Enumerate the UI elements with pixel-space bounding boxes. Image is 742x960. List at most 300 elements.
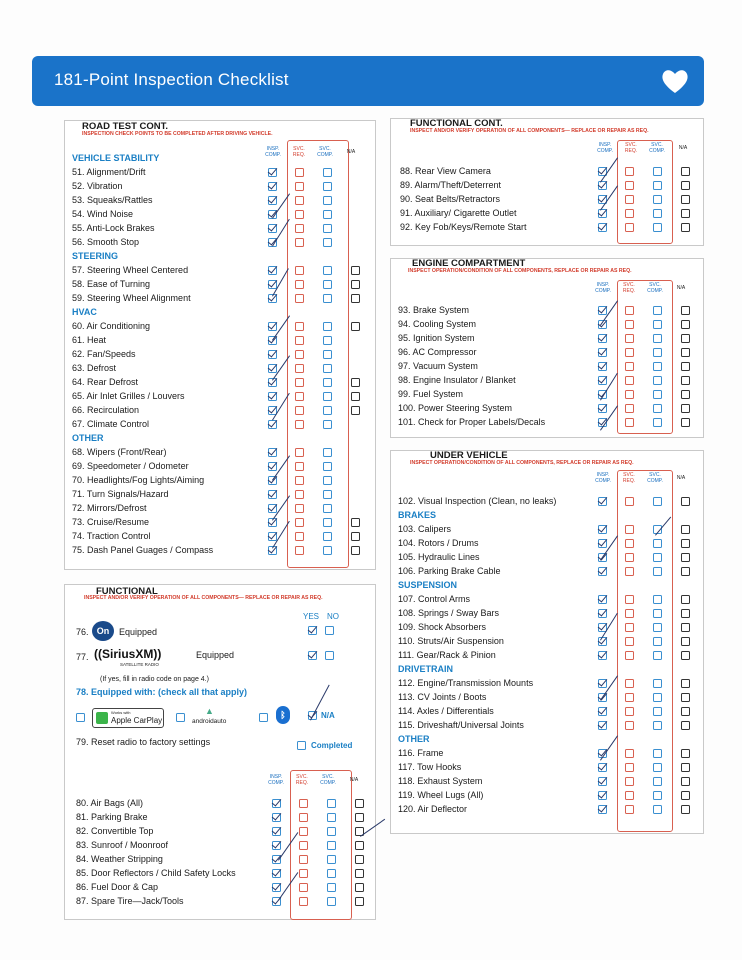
item-76-number: 76.: [76, 627, 89, 637]
insp-comp-checkbox[interactable]: [598, 223, 607, 232]
insp-comp-checkbox[interactable]: [272, 841, 281, 850]
insp-comp-checkbox[interactable]: [598, 497, 607, 506]
svc-comp-checkbox[interactable]: [323, 364, 332, 373]
svc-req-checkbox[interactable]: [299, 883, 308, 892]
svc-comp-checkbox[interactable]: [327, 855, 336, 864]
insp-comp-checkbox[interactable]: [598, 791, 607, 800]
svc-req-checkbox[interactable]: [295, 392, 304, 401]
na-checkbox[interactable]: [681, 376, 690, 385]
svc-req-checkbox[interactable]: [625, 567, 634, 576]
insp-comp-checkbox[interactable]: [598, 539, 607, 548]
checklist-item-label: 115. Driveshaft/Universal Joints: [398, 720, 524, 730]
na-checkbox[interactable]: [681, 749, 690, 758]
svc-comp-checkbox[interactable]: [653, 791, 662, 800]
svc-req-checkbox[interactable]: [625, 497, 634, 506]
item-78-label: 78. Equipped with: (check all that apply): [76, 687, 248, 697]
na-checkbox[interactable]: [681, 791, 690, 800]
insp-comp-checkbox[interactable]: [598, 181, 607, 190]
insp-comp-checkbox[interactable]: [598, 334, 607, 343]
insp-comp-checkbox[interactable]: [272, 799, 281, 808]
insp-comp-checkbox[interactable]: [268, 364, 277, 373]
checklist-item-label: 105. Hydraulic Lines: [398, 552, 480, 562]
na-checkbox[interactable]: [351, 518, 360, 527]
checklist-item-label: 58. Ease of Turning: [72, 279, 151, 289]
item-77-yes-checkbox[interactable]: [308, 651, 317, 660]
svc-req-checkbox[interactable]: [625, 595, 634, 604]
checklist-item-label: 80. Air Bags (All): [76, 798, 144, 808]
svc-req-checkbox[interactable]: [295, 266, 304, 275]
svc-req-checkbox[interactable]: [295, 504, 304, 513]
section-heading: SUSPENSION: [398, 580, 458, 590]
svc-req-checkbox[interactable]: [295, 532, 304, 541]
col-header-insp: INSP. COMP.: [597, 142, 613, 154]
svc-comp-checkbox[interactable]: [327, 827, 336, 836]
checklist-item-label: 113. CV Joints / Boots: [398, 692, 487, 702]
svc-comp-checkbox[interactable]: [323, 546, 332, 555]
checklist-item-label: 119. Wheel Lugs (All): [398, 790, 484, 800]
svc-comp-checkbox[interactable]: [323, 378, 332, 387]
svc-req-checkbox[interactable]: [625, 553, 634, 562]
insp-comp-checkbox[interactable]: [598, 306, 607, 315]
insp-comp-checkbox[interactable]: [598, 376, 607, 385]
col-header-svc-comp: SVC. COMP.: [647, 472, 663, 484]
na-checkbox[interactable]: [681, 693, 690, 702]
svc-req-checkbox[interactable]: [625, 404, 634, 413]
insp-comp-checkbox[interactable]: [598, 362, 607, 371]
svc-req-checkbox[interactable]: [295, 406, 304, 415]
svc-comp-checkbox[interactable]: [323, 406, 332, 415]
svc-comp-checkbox[interactable]: [653, 223, 662, 232]
insp-comp-checkbox[interactable]: [598, 651, 607, 660]
insp-comp-checkbox[interactable]: [268, 490, 277, 499]
bluetooth-checkbox[interactable]: [259, 713, 268, 722]
svc-req-checkbox[interactable]: [625, 623, 634, 632]
checklist-item-label: 99. Fuel System: [398, 389, 464, 399]
na-checkbox[interactable]: [355, 841, 364, 850]
na-checkbox[interactable]: [681, 181, 690, 190]
svc-req-checkbox[interactable]: [625, 167, 634, 176]
svc-req-checkbox[interactable]: [625, 693, 634, 702]
svc-req-checkbox[interactable]: [625, 348, 634, 357]
na-checkbox[interactable]: [681, 567, 690, 576]
svc-req-checkbox[interactable]: [625, 777, 634, 786]
na-checkbox[interactable]: [351, 392, 360, 401]
svc-req-checkbox[interactable]: [625, 763, 634, 772]
insp-comp-checkbox[interactable]: [268, 448, 277, 457]
svc-comp-checkbox[interactable]: [323, 518, 332, 527]
na-checkbox[interactable]: [681, 707, 690, 716]
siriusxm-sub: SATELLITE RADIO: [120, 662, 159, 667]
insp-comp-checkbox[interactable]: [268, 504, 277, 513]
svc-req-checkbox[interactable]: [295, 238, 304, 247]
svc-comp-checkbox[interactable]: [327, 799, 336, 808]
insp-comp-checkbox[interactable]: [268, 420, 277, 429]
checklist-item-label: 100. Power Steering System: [398, 403, 513, 413]
svc-req-checkbox[interactable]: [625, 209, 634, 218]
svc-req-checkbox[interactable]: [625, 679, 634, 688]
insp-comp-checkbox[interactable]: [598, 679, 607, 688]
svc-comp-checkbox[interactable]: [653, 418, 662, 427]
checklist-item-label: 51. Alignment/Drift: [72, 167, 146, 177]
svc-req-checkbox[interactable]: [295, 336, 304, 345]
insp-comp-checkbox[interactable]: [598, 763, 607, 772]
na-checkbox[interactable]: [681, 763, 690, 772]
svc-comp-checkbox[interactable]: [653, 721, 662, 730]
col-header-insp: INSP. COMP.: [265, 146, 281, 158]
svc-comp-checkbox[interactable]: [653, 651, 662, 660]
svc-req-checkbox[interactable]: [295, 294, 304, 303]
svc-req-checkbox[interactable]: [295, 210, 304, 219]
svc-comp-checkbox[interactable]: [653, 749, 662, 758]
svc-comp-checkbox[interactable]: [653, 334, 662, 343]
svc-req-checkbox[interactable]: [299, 855, 308, 864]
checklist-item-label: 106. Parking Brake Cable: [398, 566, 501, 576]
insp-comp-checkbox[interactable]: [598, 777, 607, 786]
na-checkbox[interactable]: [351, 532, 360, 541]
svc-comp-checkbox[interactable]: [323, 168, 332, 177]
checklist-item-label: 95. Ignition System: [398, 333, 475, 343]
checklist-item-label: 90. Seat Belts/Retractors: [400, 194, 501, 204]
svc-comp-checkbox[interactable]: [323, 392, 332, 401]
insp-comp-checkbox[interactable]: [598, 721, 607, 730]
na-checkbox[interactable]: [681, 497, 690, 506]
checklist-item-label: 61. Heat: [72, 335, 107, 345]
insp-comp-checkbox[interactable]: [598, 595, 607, 604]
svc-req-checkbox[interactable]: [295, 350, 304, 359]
insp-comp-checkbox[interactable]: [268, 392, 277, 401]
svc-req-checkbox[interactable]: [295, 518, 304, 527]
svc-comp-checkbox[interactable]: [323, 420, 332, 429]
checklist-item-label: 82. Convertible Top: [76, 826, 154, 836]
svc-comp-checkbox[interactable]: [653, 805, 662, 814]
svc-req-checkbox[interactable]: [299, 897, 308, 906]
svc-req-checkbox[interactable]: [295, 378, 304, 387]
svc-comp-checkbox[interactable]: [323, 322, 332, 331]
svc-req-checkbox[interactable]: [625, 637, 634, 646]
insp-comp-checkbox[interactable]: [598, 637, 607, 646]
svc-req-checkbox[interactable]: [625, 707, 634, 716]
na-checkbox[interactable]: [355, 813, 364, 822]
na-checkbox[interactable]: [355, 869, 364, 878]
checklist-item-label: 53. Squeaks/Rattles: [72, 195, 153, 205]
insp-comp-checkbox[interactable]: [598, 404, 607, 413]
na-checkbox[interactable]: [681, 320, 690, 329]
svc-req-checkbox[interactable]: [295, 168, 304, 177]
svc-comp-checkbox[interactable]: [323, 462, 332, 471]
svc-comp-checkbox[interactable]: [653, 623, 662, 632]
yes-label: YES: [303, 612, 320, 621]
svc-req-checkbox[interactable]: [299, 813, 308, 822]
svc-comp-checkbox[interactable]: [323, 476, 332, 485]
bluetooth-icon: ᛒ: [276, 706, 290, 724]
svc-req-checkbox[interactable]: [295, 462, 304, 471]
svc-req-checkbox[interactable]: [625, 651, 634, 660]
insp-comp-checkbox[interactable]: [268, 196, 277, 205]
svc-req-checkbox[interactable]: [625, 181, 634, 190]
na-checkbox[interactable]: [355, 883, 364, 892]
insp-comp-checkbox[interactable]: [272, 813, 281, 822]
svc-comp-checkbox[interactable]: [323, 182, 332, 191]
svc-req-checkbox[interactable]: [625, 721, 634, 730]
insp-comp-checkbox[interactable]: [272, 883, 281, 892]
svc-comp-checkbox[interactable]: [653, 209, 662, 218]
page-title: 181-Point Inspection Checklist: [54, 70, 289, 89]
svc-comp-checkbox[interactable]: [653, 763, 662, 772]
svc-comp-checkbox[interactable]: [327, 813, 336, 822]
na-checkbox[interactable]: [681, 525, 690, 534]
svc-req-checkbox[interactable]: [625, 362, 634, 371]
svc-req-checkbox[interactable]: [295, 476, 304, 485]
checklist-item-label: 55. Anti-Lock Brakes: [72, 223, 155, 233]
na-checkbox[interactable]: [681, 651, 690, 660]
na-checkbox[interactable]: [681, 390, 690, 399]
svc-comp-checkbox[interactable]: [653, 539, 662, 548]
item-79-label: 79. Reset radio to factory settings: [76, 737, 211, 747]
na-checkbox[interactable]: [681, 623, 690, 632]
insp-comp-checkbox[interactable]: [268, 350, 277, 359]
checklist-item-label: 108. Springs / Sway Bars: [398, 608, 500, 618]
col-header-svc-req: SVC. REQ.: [295, 774, 309, 786]
svc-comp-checkbox[interactable]: [323, 196, 332, 205]
checklist-item-label: 72. Mirrors/Defrost: [72, 503, 147, 513]
svc-comp-checkbox[interactable]: [653, 777, 662, 786]
svc-comp-checkbox[interactable]: [653, 376, 662, 385]
svc-req-checkbox[interactable]: [625, 306, 634, 315]
svc-comp-checkbox[interactable]: [323, 490, 332, 499]
svc-req-checkbox[interactable]: [299, 869, 308, 878]
na-checkbox[interactable]: [355, 897, 364, 906]
item-76-no-checkbox[interactable]: [325, 626, 334, 635]
svc-comp-checkbox[interactable]: [653, 637, 662, 646]
svc-comp-checkbox[interactable]: [323, 224, 332, 233]
checklist-item-label: 116. Frame: [398, 748, 444, 758]
svc-comp-checkbox[interactable]: [653, 195, 662, 204]
engine-subtitle: INSPECT OPERATION/CONDITION OF ALL COMPONENTS, REPLACE OR REPAIR AS REQ.: [408, 268, 632, 274]
checklist-item-label: 92. Key Fob/Keys/Remote Start: [400, 222, 527, 232]
insp-comp-checkbox[interactable]: [268, 224, 277, 233]
insp-comp-checkbox[interactable]: [268, 182, 277, 191]
svc-req-checkbox[interactable]: [295, 490, 304, 499]
svc-req-checkbox[interactable]: [625, 418, 634, 427]
na-checkbox[interactable]: [681, 223, 690, 232]
svc-req-checkbox[interactable]: [625, 539, 634, 548]
svc-comp-checkbox[interactable]: [653, 609, 662, 618]
road-test-subtitle: INSPECTION CHECK POINTS TO BE COMPLETED AFTER DRIVING VEHICLE.: [82, 131, 273, 137]
svc-comp-checkbox[interactable]: [327, 883, 336, 892]
checklist-item-label: 118. Exhaust System: [398, 776, 483, 786]
insp-comp-checkbox[interactable]: [268, 266, 277, 275]
svc-comp-checkbox[interactable]: [653, 595, 662, 604]
radio-code-note: (If yes, fill in radio code on page 4.): [100, 676, 209, 683]
carplay-icon: [96, 712, 108, 724]
na-checkbox[interactable]: [351, 406, 360, 415]
svc-req-checkbox[interactable]: [625, 334, 634, 343]
na-checkbox[interactable]: [351, 266, 360, 275]
na-checkbox[interactable]: [681, 418, 690, 427]
svc-comp-checkbox[interactable]: [323, 280, 332, 289]
svc-req-checkbox[interactable]: [625, 195, 634, 204]
na-checkbox[interactable]: [681, 539, 690, 548]
checklist-item-label: 120. Air Deflector: [398, 804, 468, 814]
svc-req-checkbox[interactable]: [625, 609, 634, 618]
androidauto-icon: ▲: [205, 706, 214, 716]
carplay-small: Works with: [111, 710, 131, 715]
insp-comp-checkbox[interactable]: [598, 209, 607, 218]
insp-comp-checkbox[interactable]: [268, 462, 277, 471]
na-checkbox[interactable]: [355, 799, 364, 808]
na-checkbox[interactable]: [681, 679, 690, 688]
checklist-item-label: 70. Headlights/Fog Lights/Aiming: [72, 475, 205, 485]
svc-req-checkbox[interactable]: [625, 223, 634, 232]
na-checkbox[interactable]: [351, 546, 360, 555]
svc-req-checkbox[interactable]: [295, 364, 304, 373]
insp-comp-checkbox[interactable]: [268, 322, 277, 331]
carplay-checkbox[interactable]: [76, 713, 85, 722]
svc-comp-checkbox[interactable]: [653, 167, 662, 176]
svc-req-checkbox[interactable]: [299, 841, 308, 850]
svc-req-checkbox[interactable]: [299, 799, 308, 808]
svc-comp-checkbox[interactable]: [327, 841, 336, 850]
svc-comp-checkbox[interactable]: [323, 504, 332, 513]
checklist-item-label: 103. Calipers: [398, 524, 452, 534]
svc-comp-checkbox[interactable]: [653, 320, 662, 329]
svc-comp-checkbox[interactable]: [323, 350, 332, 359]
checklist-item-label: 117. Tow Hooks: [398, 762, 462, 772]
svc-req-checkbox[interactable]: [625, 320, 634, 329]
na-checkbox[interactable]: [681, 362, 690, 371]
checklist-item-label: 97. Vacuum System: [398, 361, 478, 371]
insp-comp-checkbox[interactable]: [272, 827, 281, 836]
checklist-item-label: 73. Cruise/Resume: [72, 517, 150, 527]
item-77-no-checkbox[interactable]: [325, 651, 334, 660]
checklist-item-label: 114. Axles / Differentials: [398, 706, 494, 716]
na-checkbox[interactable]: [351, 280, 360, 289]
col-header-na: N/A: [349, 777, 359, 783]
svc-comp-checkbox[interactable]: [327, 897, 336, 906]
na-checkbox[interactable]: [681, 167, 690, 176]
item-76-equipped: Equipped: [119, 627, 158, 637]
svc-comp-checkbox[interactable]: [323, 448, 332, 457]
checklist-item-label: 93. Brake System: [398, 305, 470, 315]
insp-comp-checkbox[interactable]: [598, 805, 607, 814]
completed-label: Completed: [311, 741, 353, 750]
svc-comp-checkbox[interactable]: [323, 266, 332, 275]
svc-req-checkbox[interactable]: [295, 546, 304, 555]
svc-req-checkbox[interactable]: [295, 448, 304, 457]
svc-comp-checkbox[interactable]: [653, 567, 662, 576]
insp-comp-checkbox[interactable]: [598, 348, 607, 357]
item-77-number: 77.: [76, 652, 89, 662]
na-checkbox[interactable]: [351, 322, 360, 331]
svc-req-checkbox[interactable]: [295, 196, 304, 205]
checklist-item-label: 66. Recirculation: [72, 405, 140, 415]
svc-req-checkbox[interactable]: [299, 827, 308, 836]
na-checkbox[interactable]: [355, 855, 364, 864]
svc-req-checkbox[interactable]: [295, 322, 304, 331]
functional-cont-subtitle: INSPECT AND/OR VERIFY OPERATION OF ALL COMPONENTS— REPLACE OR REPAIR AS REQ.: [410, 128, 649, 134]
checklist-item-label: 87. Spare Tire—Jack/Tools: [76, 896, 184, 906]
na-checkbox[interactable]: [681, 777, 690, 786]
svc-req-checkbox[interactable]: [295, 182, 304, 191]
checklist-item-label: 81. Parking Brake: [76, 812, 148, 822]
na-checkbox[interactable]: [681, 721, 690, 730]
na-checkbox[interactable]: [681, 334, 690, 343]
insp-comp-checkbox[interactable]: [272, 869, 281, 878]
svc-comp-checkbox[interactable]: [653, 390, 662, 399]
svc-req-checkbox[interactable]: [625, 791, 634, 800]
svc-comp-checkbox[interactable]: [323, 210, 332, 219]
na-checkbox[interactable]: [681, 805, 690, 814]
checklist-item-label: 83. Sunroof / Moonroof: [76, 840, 169, 850]
svc-comp-checkbox[interactable]: [653, 497, 662, 506]
svc-req-checkbox[interactable]: [625, 749, 634, 758]
na-checkbox[interactable]: [681, 609, 690, 618]
svc-comp-checkbox[interactable]: [323, 336, 332, 345]
svc-req-checkbox[interactable]: [625, 390, 634, 399]
checklist-item-label: 84. Weather Stripping: [76, 854, 163, 864]
svc-comp-checkbox[interactable]: [653, 306, 662, 315]
checklist-item-label: 57. Steering Wheel Centered: [72, 265, 189, 275]
checklist-item-label: 85. Door Reflectors / Child Safety Locks: [76, 868, 236, 878]
na-checkbox[interactable]: [681, 637, 690, 646]
insp-comp-checkbox[interactable]: [268, 168, 277, 177]
svc-comp-checkbox[interactable]: [653, 693, 662, 702]
na-checkbox[interactable]: [681, 404, 690, 413]
completed-checkbox[interactable]: [297, 741, 306, 750]
checklist-item-label: 104. Rotors / Drums: [398, 538, 479, 548]
svc-req-checkbox[interactable]: [295, 224, 304, 233]
svc-comp-checkbox[interactable]: [653, 181, 662, 190]
svc-comp-checkbox[interactable]: [653, 707, 662, 716]
svc-req-checkbox[interactable]: [295, 420, 304, 429]
insp-comp-checkbox[interactable]: [598, 609, 607, 618]
na-checkbox[interactable]: [681, 209, 690, 218]
svc-comp-checkbox[interactable]: [323, 294, 332, 303]
svc-comp-checkbox[interactable]: [653, 679, 662, 688]
na-checkbox[interactable]: [681, 348, 690, 357]
na-checkbox[interactable]: [681, 553, 690, 562]
na-checkbox[interactable]: [681, 306, 690, 315]
svc-comp-checkbox[interactable]: [653, 553, 662, 562]
svc-req-checkbox[interactable]: [625, 805, 634, 814]
svc-comp-checkbox[interactable]: [323, 532, 332, 541]
checklist-item-label: 52. Vibration: [72, 181, 123, 191]
na-checkbox[interactable]: [681, 595, 690, 604]
svc-comp-checkbox[interactable]: [327, 869, 336, 878]
col-header-svc-comp: SVC. COMP.: [317, 146, 333, 158]
header-banner: [32, 56, 704, 106]
checklist-item-label: 69. Speedometer / Odometer: [72, 461, 189, 471]
checklist-item-label: 74. Traction Control: [72, 531, 151, 541]
item-76-yes-checkbox[interactable]: [308, 626, 317, 635]
insp-comp-checkbox[interactable]: [598, 567, 607, 576]
na-checkbox[interactable]: [351, 378, 360, 387]
na-checkbox[interactable]: [351, 294, 360, 303]
insp-comp-checkbox[interactable]: [598, 707, 607, 716]
svc-req-checkbox[interactable]: [295, 280, 304, 289]
svc-comp-checkbox[interactable]: [653, 362, 662, 371]
na-checkbox[interactable]: [681, 195, 690, 204]
svc-comp-checkbox[interactable]: [653, 404, 662, 413]
svc-req-checkbox[interactable]: [625, 525, 634, 534]
siriusxm-logo: ((SiriusXM)): [94, 647, 162, 661]
androidauto-checkbox[interactable]: [176, 713, 185, 722]
insp-comp-checkbox[interactable]: [598, 525, 607, 534]
section-heading: OTHER: [398, 734, 430, 744]
svc-req-checkbox[interactable]: [625, 376, 634, 385]
svc-comp-checkbox[interactable]: [653, 348, 662, 357]
svc-comp-checkbox[interactable]: [323, 238, 332, 247]
